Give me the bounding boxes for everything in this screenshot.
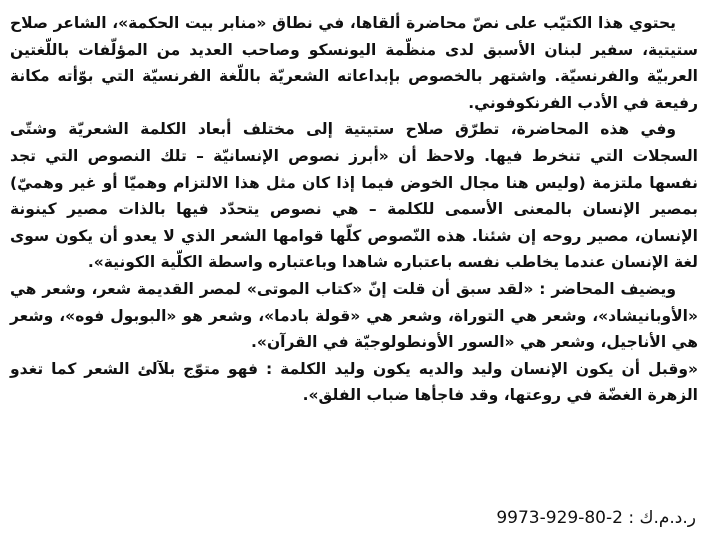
paragraph-lecture-summary: وفي هذه المحاضرة، تطرّق صلاح ستيتية إلى مختلف أبعاد الكلمة الشعريّة وشتّى السجلات التي تنخرط فيها. ولاحظ أن «أبرز نصوص الإنسانيّة – تلك النصوص التي تجد نفسها ملتزمة (وليس هنا مجال الخوض فيما إذا كان مثل هذا الالتزام وهميّا أو غير وهميّ) بمصير الإنسان بالمعنى الأسمى للكلمة – هي نصوص يتحدّد فيها بالذات مصير كينونة الإنسان، مصير روحه إن شئنا. هذه النّصوص كلّها قوامها الشعر الذي لا يعدو أن يكون سوى لغة الإنسان عندما يخاطب نفسه باعتباره شاهدا وباعتباره واسطة الكلّية الكونية». [10,120,698,272]
paragraph-intro: يحتوي هذا الكتيّب على نصّ محاضرة ألقاها، في نطاق «منابر بيت الحكمة»، الشاعر صلاح ستيتية، سفير لبنان الأسبق لدى منظّمة اليونسكو وصاحب العديد من المؤلّفات باللّغتين العربيّة والفرنسيّة. واشتهر بالخصوص بإبداعاته الشعريّة باللّغة الفرنسيّة التي بوّأته مكانة رفيعة في الأدب الفرنكوفوني. [10,14,698,112]
paragraph-closing-quote: «وقبل أن يكون الإنسان وليد والديه يكون وليد الكلمة : فهو متوّج بلآلئ الشعر كما تغدو الزهرة الغضّة في روعتها، وقد فاجأها ضباب الفلق». [10,359,698,405]
isbn-line [460,508,696,528]
paragraph-lecturer-adds: ويضيف المحاضر : «لقد سبق أن قلت إنّ «كتاب الموتى» لمصر القديمة شعر، وشعر هي «الأوبانيشاد»، وشعر هي التوراة، وشعر هي «قولة بادما»، وشعر هو «البوبول فوه»، وشعر هي الأناجيل، وشعر هي «السور الأونطولوجيّة في القرآن». [10,279,698,352]
isbn-label: ر.د.م.ك : [628,508,696,528]
isbn-number: 9973-929-80-2 [496,508,623,528]
